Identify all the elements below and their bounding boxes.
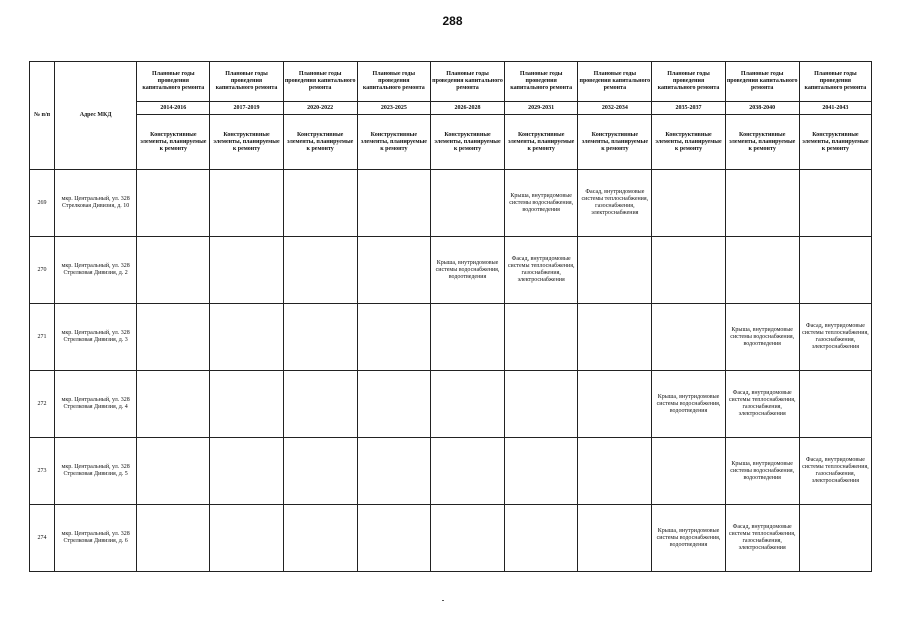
period-title: Плановые годы проведения капитального ремонта: [137, 62, 210, 102]
repair-cell: [210, 371, 283, 438]
period-range: 2014-2016: [137, 102, 210, 115]
row-address: мкр. Центральный, ул. 328 Стрелковая Дивизия, д. 4: [55, 371, 137, 438]
period-range: 2032-2034: [578, 102, 652, 115]
table-row: [30, 170, 872, 237]
repair-cell: Крыша, внутридомовые системы водоснабжения, водоотведения: [652, 371, 725, 438]
repair-cell: Крыша, внутридомовые системы водоснабжения, водоотведения: [505, 170, 578, 237]
header-row-ranges: [30, 102, 872, 115]
period-title: Плановые годы проведения капитального ремонта: [283, 62, 357, 102]
period-range: 2026-2028: [430, 102, 504, 115]
table-row: [30, 237, 872, 304]
repair-cell: [283, 304, 357, 371]
repair-cell: [430, 371, 504, 438]
repair-cell: [357, 304, 430, 371]
scan-speck: [442, 600, 444, 601]
repair-cell: [430, 170, 504, 237]
repair-cell: [357, 371, 430, 438]
period-subheader: Конструктивные элементы, планируемые к ремонту: [578, 115, 652, 170]
period-title: Плановые годы проведения капитального ремонта: [799, 62, 871, 102]
repair-cell: [357, 438, 430, 505]
repair-cell: [283, 371, 357, 438]
repair-cell: [652, 237, 725, 304]
period-range: 2029-2031: [505, 102, 578, 115]
repair-cell: [578, 371, 652, 438]
period-range: 2041-2043: [799, 102, 871, 115]
period-subheader: Конструктивные элементы, планируемые к ремонту: [137, 115, 210, 170]
repair-cell: [137, 304, 210, 371]
repair-cell: [210, 438, 283, 505]
repair-cell: [652, 304, 725, 371]
repair-cell: [137, 170, 210, 237]
repair-cell: [505, 505, 578, 572]
repair-cell: [283, 438, 357, 505]
repair-cell: [357, 505, 430, 572]
row-number: 271: [30, 304, 55, 371]
repair-cell: [799, 170, 871, 237]
repair-cell: Крыша, внутридомовые системы водоснабжения, водоотведения: [725, 438, 799, 505]
period-subheader: Конструктивные элементы, планируемые к ремонту: [283, 115, 357, 170]
repair-cell: [725, 237, 799, 304]
repair-cell: [283, 170, 357, 237]
repair-cell: [357, 237, 430, 304]
period-title: Плановые годы проведения капитального ремонта: [725, 62, 799, 102]
repair-cell: Крыша, внутридомовые системы водоснабжения, водоотведения: [430, 237, 504, 304]
repair-cell: [430, 438, 504, 505]
repair-cell: [137, 237, 210, 304]
repair-cell: [430, 505, 504, 572]
repair-cell: [210, 505, 283, 572]
period-title: Плановые годы проведения капитального ремонта: [357, 62, 430, 102]
repair-cell: [799, 237, 871, 304]
period-title: Плановые годы проведения капитального ремонта: [505, 62, 578, 102]
repair-cell: [725, 170, 799, 237]
period-range: 2020-2022: [283, 102, 357, 115]
row-number: 273: [30, 438, 55, 505]
period-range: 2035-2037: [652, 102, 725, 115]
row-number: 274: [30, 505, 55, 572]
repair-cell: [210, 304, 283, 371]
period-title: Плановые годы проведения капитального ремонта: [210, 62, 283, 102]
header-row-years: [30, 62, 872, 102]
period-range: 2038-2040: [725, 102, 799, 115]
repair-cell: [505, 371, 578, 438]
period-subheader: Конструктивные элементы, планируемые к ремонту: [357, 115, 430, 170]
repair-cell: Фасад, внутридомовые системы теплоснабжения, газоснабжения, электроснабжения: [799, 304, 871, 371]
row-number: 272: [30, 371, 55, 438]
period-title: Плановые годы проведения капитального ремонта: [578, 62, 652, 102]
period-subheader: Конструктивные элементы, планируемые к ремонту: [725, 115, 799, 170]
col-address-header: Адрес МКД: [55, 62, 137, 170]
repair-cell: [652, 170, 725, 237]
repair-cell: [283, 505, 357, 572]
period-subheader: Конструктивные элементы, планируемые к ремонту: [799, 115, 871, 170]
repair-cell: [283, 237, 357, 304]
period-subheader: Конструктивные элементы, планируемые к ремонту: [210, 115, 283, 170]
repair-cell: [578, 304, 652, 371]
period-subheader: Конструктивные элементы, планируемые к ремонту: [430, 115, 504, 170]
period-title: Плановые годы проведения капитального ремонта: [652, 62, 725, 102]
repair-cell: [799, 505, 871, 572]
repair-cell: Крыша, внутридомовые системы водоснабжения, водоотведения: [725, 304, 799, 371]
repair-cell: [505, 438, 578, 505]
table-row: [30, 371, 872, 438]
repair-cell: Фасад, внутридомовые системы теплоснабжения, газоснабжения, электроснабжения: [725, 505, 799, 572]
row-address: мкр. Центральный, ул. 328 Стрелковая Дивизия, д. 2: [55, 237, 137, 304]
repair-cell: Крыша, внутридомовые системы водоснабжения, водоотведения: [652, 505, 725, 572]
period-range: 2023-2025: [357, 102, 430, 115]
header-row-elements: [30, 115, 872, 170]
repair-cell: Фасад, внутридомовые системы теплоснабжения, газоснабжения, электроснабжения: [505, 237, 578, 304]
page-number: 288: [442, 14, 463, 28]
row-address: мкр. Центральный, ул. 328 Стрелковая Дивизия, д. 10: [55, 170, 137, 237]
repair-cell: [137, 438, 210, 505]
repair-cell: Фасад, внутридомовые системы теплоснабжения, газоснабжения, электроснабжения: [799, 438, 871, 505]
repair-cell: [210, 237, 283, 304]
repair-cell: [210, 170, 283, 237]
repair-cell: [578, 237, 652, 304]
capital-repair-plan-table: [29, 61, 872, 572]
table-row: [30, 304, 872, 371]
repair-cell: Фасад, внутридомовые системы теплоснабжения, газоснабжения, электроснабжения: [725, 371, 799, 438]
repair-cell: Фасад, внутридомовые системы теплоснабжения, газоснабжения, электроснабжения: [578, 170, 652, 237]
row-number: 269: [30, 170, 55, 237]
col-number-header: № п/п: [30, 62, 55, 170]
row-address: мкр. Центральный, ул. 328 Стрелковая Дивизия, д. 6: [55, 505, 137, 572]
repair-cell: [430, 304, 504, 371]
repair-cell: [505, 304, 578, 371]
repair-cell: [357, 170, 430, 237]
period-range: 2017-2019: [210, 102, 283, 115]
period-subheader: Конструктивные элементы, планируемые к ремонту: [652, 115, 725, 170]
repair-cell: [137, 505, 210, 572]
repair-cell: [652, 438, 725, 505]
period-title: Плановые годы проведения капитального ремонта: [430, 62, 504, 102]
period-subheader: Конструктивные элементы, планируемые к ремонту: [505, 115, 578, 170]
repair-cell: [799, 371, 871, 438]
table-row: [30, 505, 872, 572]
repair-cell: [578, 438, 652, 505]
row-number: 270: [30, 237, 55, 304]
table-row: [30, 438, 872, 505]
row-address: мкр. Центральный, ул. 328 Стрелковая Дивизия, д. 5: [55, 438, 137, 505]
repair-cell: [578, 505, 652, 572]
repair-cell: [137, 371, 210, 438]
row-address: мкр. Центральный, ул. 328 Стрелковая Дивизия, д. 3: [55, 304, 137, 371]
